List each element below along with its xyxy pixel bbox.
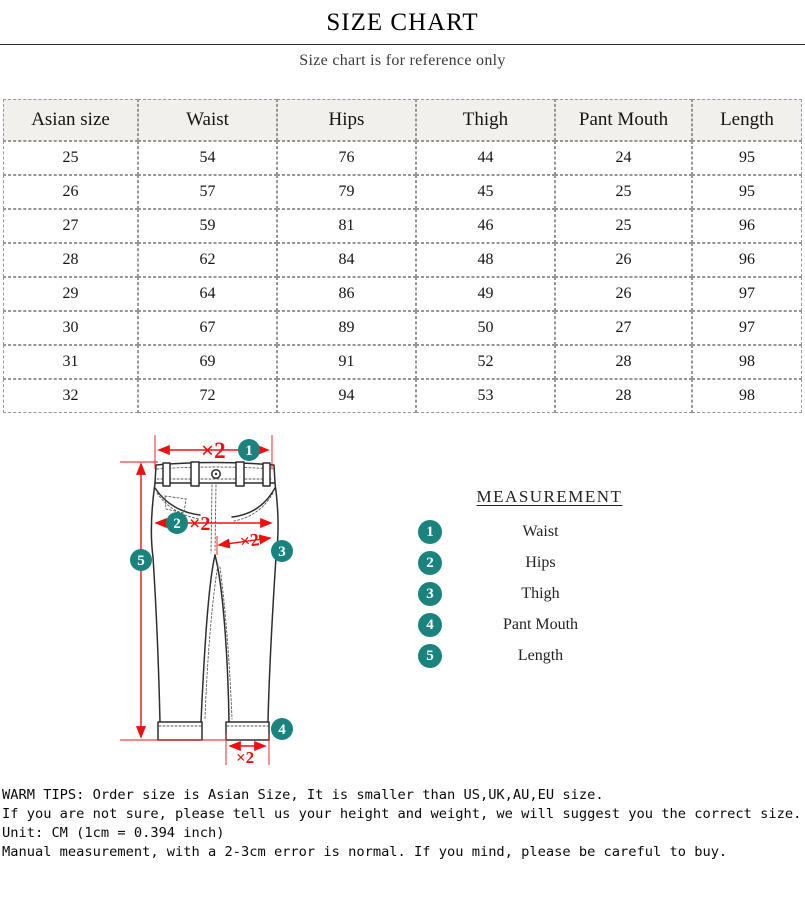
measurement-legend [402, 487, 697, 671]
page-subtitle: Size chart is for reference only [299, 52, 506, 69]
warm-tips-line: Unit: CM (1cm = 0.394 inch) [2, 825, 225, 841]
table-cell: 84 [277, 243, 416, 277]
table-cell: 86 [277, 277, 416, 311]
table-cell: 64 [138, 277, 277, 311]
legend-number-badge: 3 [418, 582, 442, 606]
legend-item-label: Pant Mouth [502, 615, 579, 633]
table-cell: 32 [3, 379, 138, 413]
table-cell: 96 [692, 243, 802, 277]
table-row [3, 345, 802, 379]
belt-loop [191, 462, 199, 486]
table-cell: 95 [692, 141, 802, 175]
warm-tips-line: WARM TIPS: Order size is Asian Size, It is smaller than US,UK,AU,EU size. [2, 787, 604, 803]
table-cell: 49 [416, 277, 555, 311]
right-pocket-stitch [234, 493, 273, 521]
warm-tips [0, 786, 805, 862]
legend-item-hips [402, 547, 697, 578]
page-title: SIZE CHART [326, 9, 479, 36]
table-cell: 98 [692, 379, 802, 413]
table-cell: 25 [555, 209, 692, 243]
table-cell: 28 [555, 379, 692, 413]
measurement-legend-items [402, 516, 697, 671]
measurement-diagram [0, 427, 805, 784]
table-cell: 27 [3, 209, 138, 243]
marker-number-4: 4 [278, 722, 286, 738]
table-row [3, 277, 802, 311]
table-cell: 57 [138, 175, 277, 209]
legend-item-thigh [402, 578, 697, 609]
marker-number-2: 2 [173, 516, 181, 532]
col-header-pant-mouth: Pant Mouth [555, 99, 692, 141]
right-pocket [232, 488, 275, 517]
table-row [3, 311, 802, 345]
table-cell: 53 [416, 379, 555, 413]
table-cell: 25 [555, 175, 692, 209]
left-inseam-stitch [205, 565, 218, 719]
belt-loop [263, 463, 270, 486]
col-header-thigh: Thigh [416, 99, 555, 141]
left-cuff [158, 722, 202, 740]
marker-number-1: 1 [245, 443, 253, 459]
size-table [3, 99, 802, 413]
table-cell: 52 [416, 345, 555, 379]
legend-item-label: Hips [525, 553, 556, 571]
table-cell: 54 [138, 141, 277, 175]
table-cell: 26 [3, 175, 138, 209]
marker-number-5: 5 [137, 553, 145, 569]
left-pocket [155, 488, 200, 515]
table-cell: 31 [3, 345, 138, 379]
table-row [3, 141, 802, 175]
pants-drawing [151, 462, 278, 740]
col-header-length: Length [692, 99, 802, 141]
pants-right-leg-outline [268, 483, 278, 722]
legend-number-badge: 4 [418, 613, 442, 637]
table-cell: 62 [138, 243, 277, 277]
table-cell: 67 [138, 311, 277, 345]
table-cell: 24 [555, 141, 692, 175]
hips-x2-label: ×2 [189, 513, 211, 535]
pant-mouth-x2-label: ×2 [236, 748, 255, 767]
legend-number-badge: 2 [418, 551, 442, 575]
table-cell: 97 [692, 311, 802, 345]
table-cell: 29 [3, 277, 138, 311]
table-cell: 26 [555, 243, 692, 277]
table-cell: 27 [555, 311, 692, 345]
table-cell: 79 [277, 175, 416, 209]
table-cell: 94 [277, 379, 416, 413]
col-header-asian-size: Asian size [3, 99, 138, 141]
table-cell: 96 [692, 209, 802, 243]
table-cell: 97 [692, 277, 802, 311]
waist-button-hole [215, 473, 217, 475]
table-cell: 28 [3, 243, 138, 277]
table-cell: 72 [138, 379, 277, 413]
table-row [3, 175, 802, 209]
legend-number-badge: 5 [418, 644, 442, 668]
table-cell: 46 [416, 209, 555, 243]
title-divider [0, 44, 805, 45]
belt-loop [236, 462, 244, 486]
table-cell: 95 [692, 175, 802, 209]
table-cell: 45 [416, 175, 555, 209]
warm-tips-line: Manual measurement, with a 2-3cm error is normal. If you mind, please be careful to buy. [2, 844, 728, 860]
marker-number-3: 3 [278, 544, 286, 560]
table-cell: 76 [277, 141, 416, 175]
thigh-measure [217, 529, 293, 562]
table-cell: 48 [416, 243, 555, 277]
table-row [3, 209, 802, 243]
table-cell: 89 [277, 311, 416, 345]
col-header-hips: Hips [277, 99, 416, 141]
fly-stitch [215, 485, 216, 550]
col-header-waist: Waist [138, 99, 277, 141]
table-cell: 25 [3, 141, 138, 175]
table-cell: 69 [138, 345, 277, 379]
table-cell: 81 [277, 209, 416, 243]
legend-item-pant-mouth [402, 609, 697, 640]
table-cell: 44 [416, 141, 555, 175]
belt-loop [163, 463, 170, 486]
table-cell: 59 [138, 209, 277, 243]
warm-tips-line: If you are not sure, please tell us your height and weight, we will suggest you the correct size. [2, 806, 802, 822]
table-row [3, 243, 802, 277]
legend-item-label: Length [517, 646, 564, 664]
waist-x2-label: ×2 [201, 438, 226, 463]
legend-number-badge: 1 [418, 520, 442, 544]
legend-item-waist [402, 516, 697, 547]
right-cuff [226, 722, 269, 740]
measurement-legend-title: MEASUREMENT [476, 487, 623, 506]
thigh-x2-label: ×2 [238, 529, 261, 552]
table-cell: 26 [555, 277, 692, 311]
fly-stitch [211, 485, 212, 553]
table-cell: 50 [416, 311, 555, 345]
legend-item-length [402, 640, 697, 671]
table-row [3, 379, 802, 413]
size-table-header-row [3, 99, 802, 141]
pants-left-inseam [201, 555, 215, 722]
table-cell: 28 [555, 345, 692, 379]
legend-item-label: Waist [522, 522, 559, 540]
table-cell: 98 [692, 345, 802, 379]
pants-left-leg-outline [151, 483, 160, 722]
table-cell: 30 [3, 311, 138, 345]
table-cell: 91 [277, 345, 416, 379]
legend-item-label: Thigh [521, 584, 560, 602]
